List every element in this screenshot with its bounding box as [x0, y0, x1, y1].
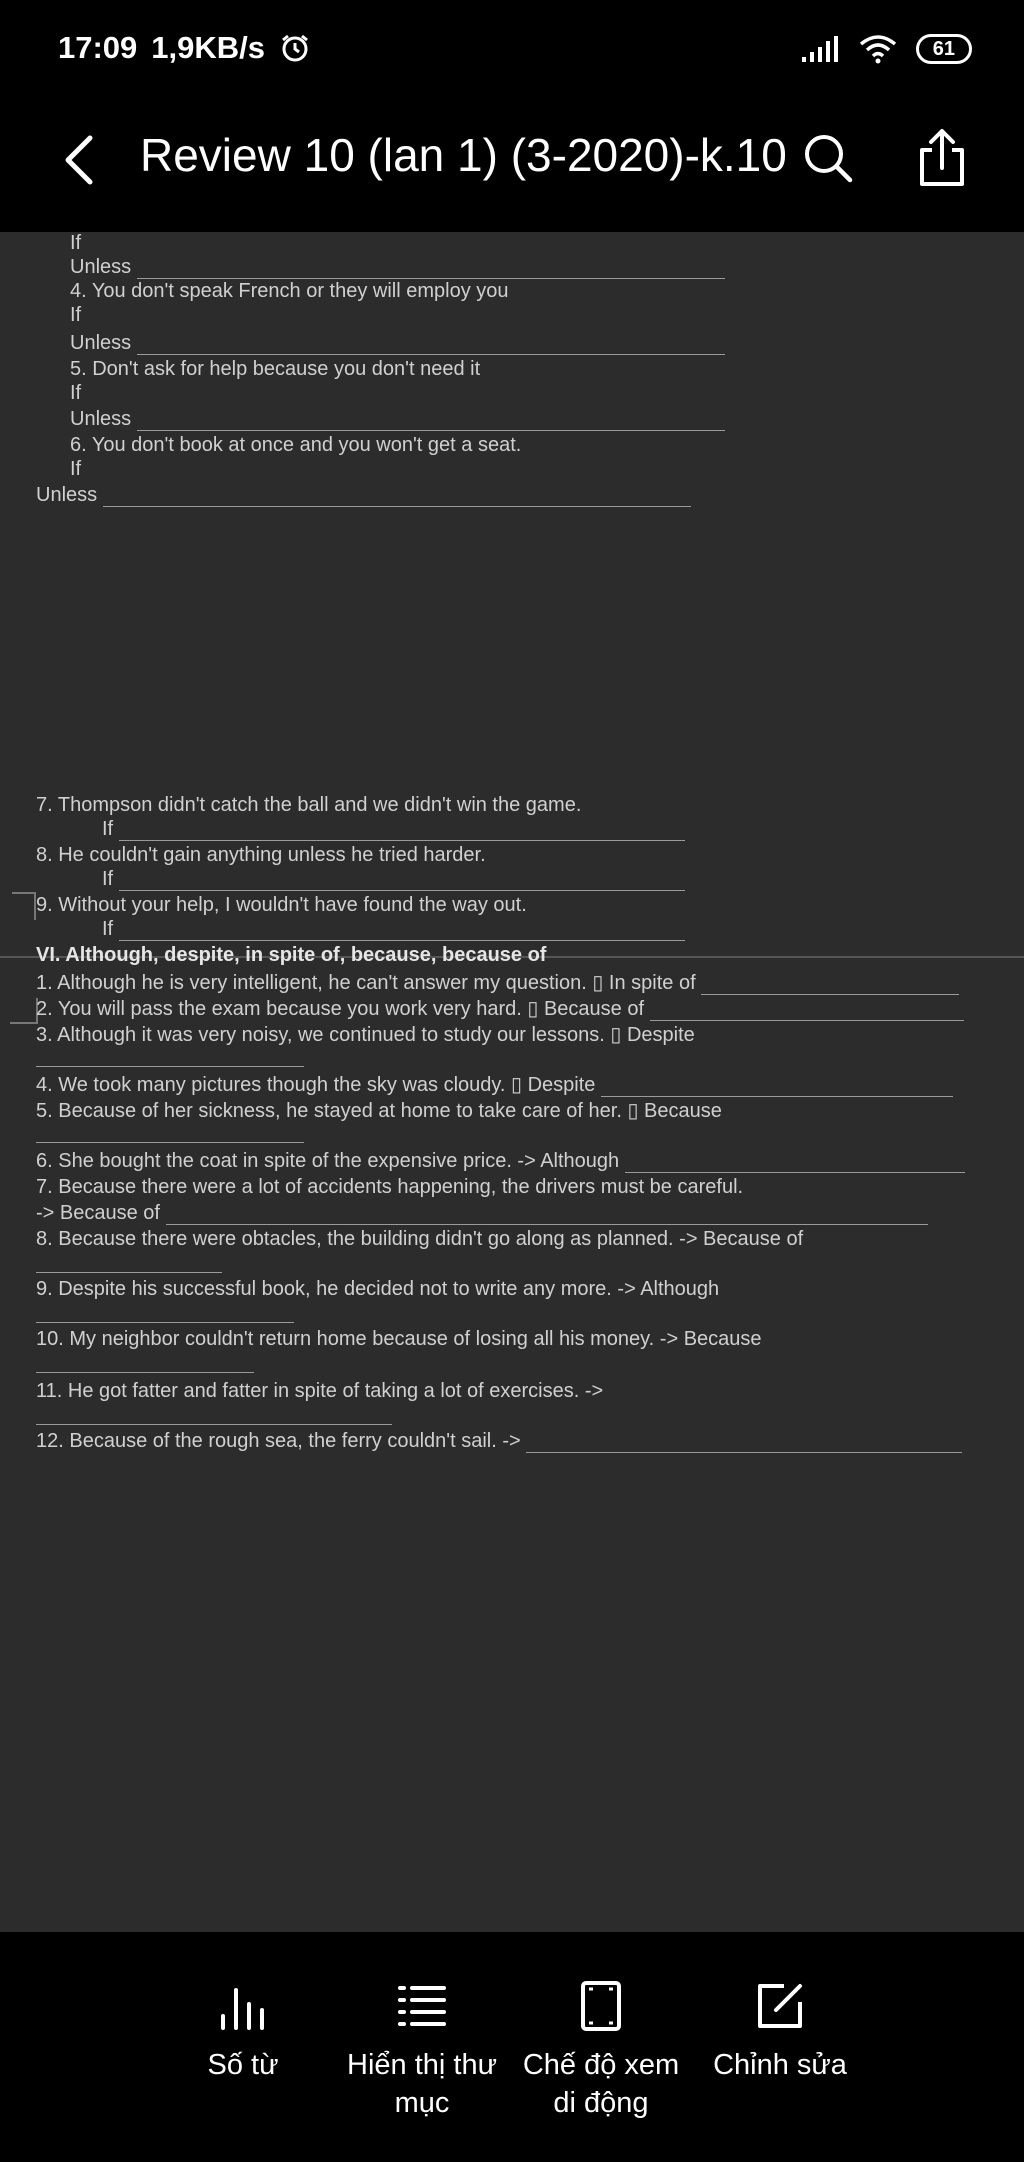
section-heading: VI. Although, despite, in spite of, because, because of [36, 944, 547, 966]
wifi-icon [858, 34, 898, 64]
unless-line: Unless [70, 408, 725, 431]
page-corner-mark [12, 892, 36, 920]
word-count-label: Số từ [207, 2049, 279, 2081]
mobile-view-label: Chế độ xem di động [522, 2049, 680, 2119]
question-8: 8. He couldn't gain anything unless he tried harder. [36, 844, 486, 866]
top-app-bar [0, 100, 1024, 232]
exercise-item: 1. Although he is very intelligent, he can't answer my question. ▯ In spite of [36, 970, 959, 995]
answer-line [36, 1402, 392, 1425]
question-9: 9. Without your help, I wouldn't have found the way out. [36, 894, 527, 916]
answer-line [36, 1250, 222, 1273]
question-5: 5. Don't ask for help because you don't need it [70, 358, 481, 380]
bar-chart-icon [217, 1980, 269, 2032]
if-line: If [102, 818, 685, 841]
unless-line: Unless [70, 256, 725, 279]
answer-line [36, 1350, 254, 1373]
exercise-item: 2. You will pass the exam because you work very hard. ▯ Because of [36, 996, 964, 1021]
if-line: If [70, 382, 82, 404]
exercise-item: 3. Although it was very noisy, we continued to study our lessons. ▯ Despite [36, 1024, 695, 1046]
exercise-item: 12. Because of the rough sea, the ferry couldn't sail. -> [36, 1430, 962, 1453]
if-line: If [102, 918, 685, 941]
show-outline-label: Hiển thị thư mục [347, 2049, 497, 2119]
share-button[interactable] [916, 128, 968, 193]
alarm-icon [279, 32, 311, 64]
list-icon [396, 1980, 448, 2032]
word-count-button[interactable] [158, 1980, 328, 2084]
exercise-item: 4. We took many pictures though the sky was cloudy. ▯ Despite [36, 1072, 953, 1097]
page-corner-mark [10, 998, 38, 1024]
if-line: If [70, 458, 82, 480]
exercise-item: 10. My neighbor couldn't return home because of losing all his money. -> Because [36, 1328, 762, 1350]
exercise-item: -> Because of [36, 1202, 928, 1225]
edit-label: Chỉnh sửa [713, 2049, 847, 2081]
share-icon [916, 128, 968, 188]
status-right [800, 34, 972, 64]
answer-line [36, 1300, 294, 1323]
exercise-item: 8. Because there were obtacles, the building didn't go along as planned. -> Because of [36, 1228, 804, 1250]
exercise-item: 6. She bought the coat in spite of the expensive price. -> Although [36, 1150, 965, 1173]
show-outline-button[interactable] [337, 1980, 507, 2122]
answer-line [36, 1120, 304, 1143]
back-button[interactable] [60, 132, 100, 193]
exercise-item: 11. He got fatter and fatter in spite of taking a lot of exercises. -> [36, 1380, 604, 1402]
exercise-item: 7. Because there were a lot of accidents happening, the drivers must be careful. [36, 1176, 744, 1198]
edit-button[interactable] [695, 1980, 865, 2084]
signal-icon [800, 35, 840, 63]
status-left [58, 30, 311, 66]
edit-icon [754, 1980, 806, 2032]
question-6: 6. You don't book at once and you won't get a seat. [70, 434, 522, 456]
mobile-view-button[interactable] [516, 1980, 686, 2122]
document-view[interactable] [0, 232, 1024, 1932]
search-button[interactable] [800, 130, 856, 191]
question-4: 4. You don't speak French or they will employ you [70, 280, 509, 302]
unless-line: Unless [36, 484, 691, 507]
search-icon [800, 130, 856, 186]
if-line: If [102, 868, 685, 891]
chevron-left-icon [60, 132, 100, 188]
if-line: If [70, 232, 82, 254]
battery-indicator: 61 [916, 34, 972, 64]
document-title: Review 10 (lan 1) (3-2020)-k.10 [140, 129, 787, 181]
status-bar [0, 0, 1024, 100]
exercise-item: 9. Despite his successful book, he decided not to write any more. -> Although [36, 1278, 720, 1300]
status-net-speed: 1,9KB/s [151, 30, 266, 65]
if-line: If [70, 304, 82, 326]
question-7: 7. Thompson didn't catch the ball and we didn't win the game. [36, 794, 582, 816]
exercise-item: 5. Because of her sickness, he stayed at home to take care of her. ▯ Because [36, 1100, 722, 1122]
mobile-view-icon [575, 1980, 627, 2032]
bottom-toolbar [0, 1932, 1024, 2162]
unless-line: Unless [70, 332, 725, 355]
answer-line [36, 1044, 304, 1067]
status-time: 17:09 [58, 30, 138, 65]
